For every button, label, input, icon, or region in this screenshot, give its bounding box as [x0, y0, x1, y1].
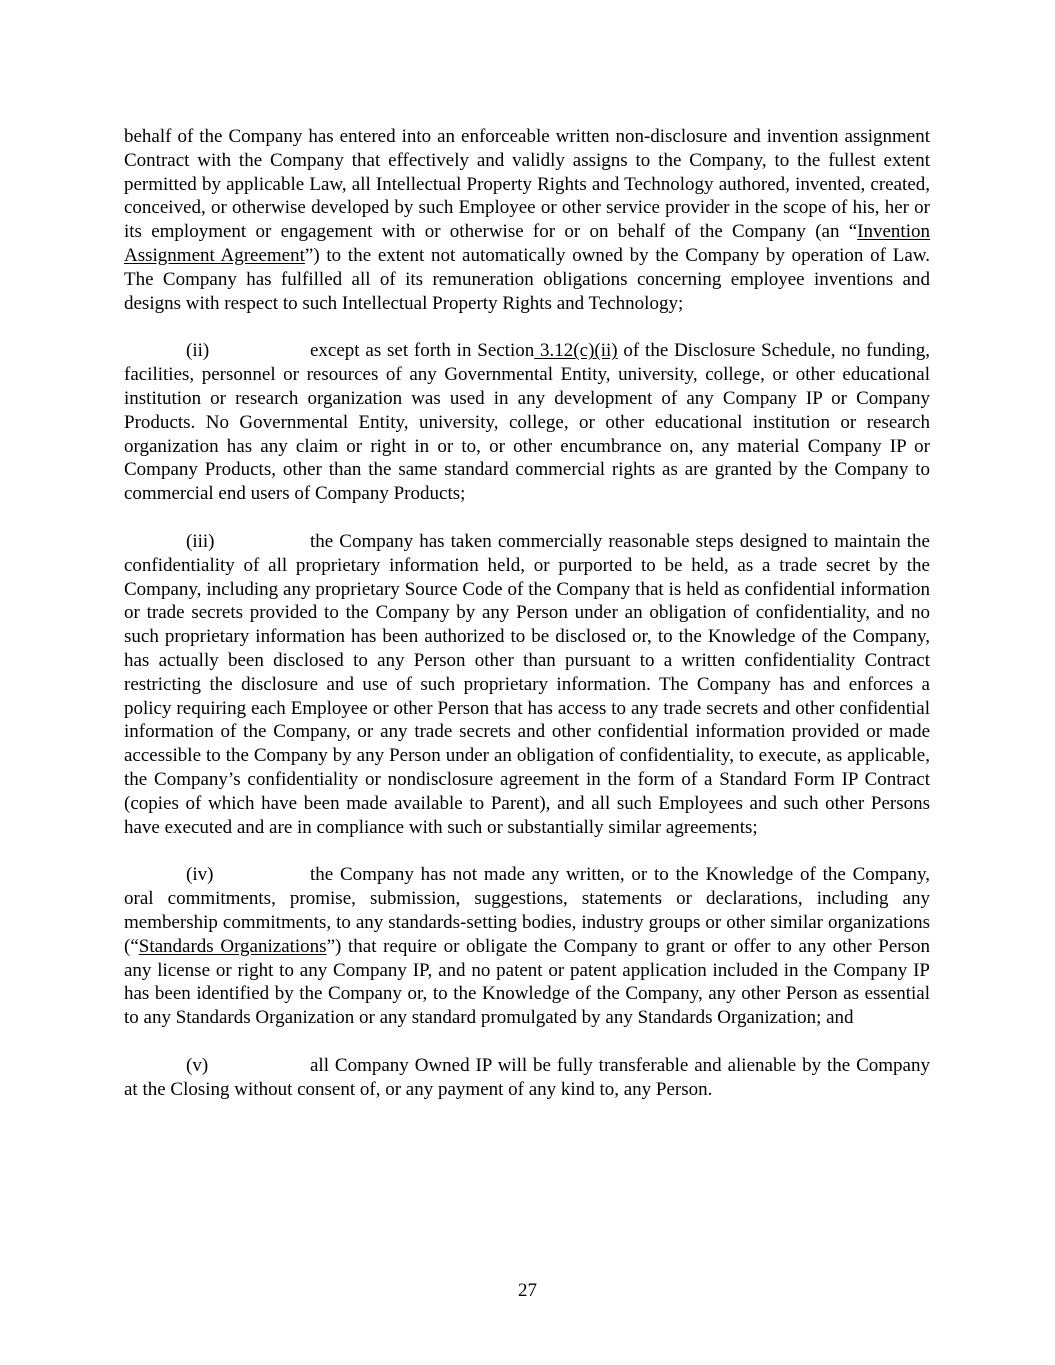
- clause-ii: [124, 339, 930, 506]
- page-number: 27: [518, 1280, 537, 1301]
- paragraph-text: all Company Owned IP will be fully transferable and alienable by the Company at the Closing without consent of, or any payment of any kind to, any Person.: [124, 1054, 930, 1100]
- paragraph-text: ”) to the extent not automatically owned by the Company by operation of Law. The Company has fulfilled all of its remuneration obligations concerning employee inventions and designs with respect to such Intellectual Property Rights and Technology;: [124, 244, 931, 314]
- document-body: [124, 125, 930, 1125]
- defined-term: Standards Organizations: [138, 935, 327, 957]
- paragraph-text: behalf of the Company has entered into an enforceable written non-disclosure and invention assignment Contract with the Company that effectively and validly assigns to the Company, to the fullest extent permitted by applicable Law, all Intellectual Property Rights and Technology authored, invented, created, conceived, or otherwise developed by such Employee or other service provider in the scope of his, her or its employment or engagement with or otherwise for or on behalf of the Company (an “: [124, 126, 930, 243]
- clause-iv: [124, 863, 930, 1030]
- section-reference: 3.12(c)(ii): [534, 340, 618, 362]
- clause-number: (v): [186, 1054, 209, 1076]
- clause-v: [124, 1054, 930, 1102]
- clause-iii: [124, 530, 930, 839]
- paragraph-text: the Company has not made any written, or to the Knowledge of the Company, oral commitments, promise, submission, suggestions, statements or declarations, including any membership commitments, to any standards-setting bodies, industry groups or other similar organizations (“: [124, 864, 930, 957]
- paragraph-text: ”) that require or obligate the Company to grant or offer to any other Person any license or right to any Company IP, and no patent or patent application included in the Company IP has been identified by the Company or, to the Knowledge of the Company, any other Person as essential to any Standards Organization or any standard promulgated by any Standards Organization; and: [124, 935, 931, 1029]
- clause-number: (iii): [186, 530, 215, 552]
- paragraph-text: the Company has taken commercially reasonable steps designed to maintain the confidentiality of all proprietary information held, or purported to be held, as a trade secret by the Company, including any proprietary Source Code of the Company that is held as confidential information or trade secrets provided to the Company by any Person under an obligation of confidentiality, and no such proprietary information has been authorized to be disclosed or, to the Knowledge of the Company, has actually been disclosed to any Person other than pursuant to a written confidentiality Contract restricting the disclosure and use of such proprietary information. The Company has and enforces a policy requiring each Employee or other Person that has access to any trade secrets and other confidential information of the Company, or any trade secrets and other confidential information provided or made accessible to the Company by any Person under an obligation of confidentiality, to execute, as applicable, the Company’s confidentiality or nondisclosure agreement in the form of a Standard Form IP Contract (copies of which have been made available to Parent), and all such Employees and such other Persons have executed and are in compliance with such or substantially similar agreements;: [124, 530, 930, 838]
- defined-term: Invention Assignment Agreement: [124, 221, 930, 266]
- paragraph-continuation: [124, 125, 930, 315]
- paragraph-text: except as set forth in Section: [310, 340, 535, 362]
- clause-number: (ii): [186, 340, 210, 362]
- paragraph-text: of the Disclosure Schedule, no funding, facilities, personnel or resources of any Governmental Entity, university, college, or other educational institution or research organization was used in any development of any Company IP or Company Products. No Governmental Entity, university, college, or other educational institution or research organization has any claim or right in or to, or other encumbrance on, any material Company IP or Company Products, other than the same standard commercial rights as are granted by the Company to commercial end users of Company Products;: [124, 340, 930, 505]
- clause-number: (iv): [186, 864, 214, 886]
